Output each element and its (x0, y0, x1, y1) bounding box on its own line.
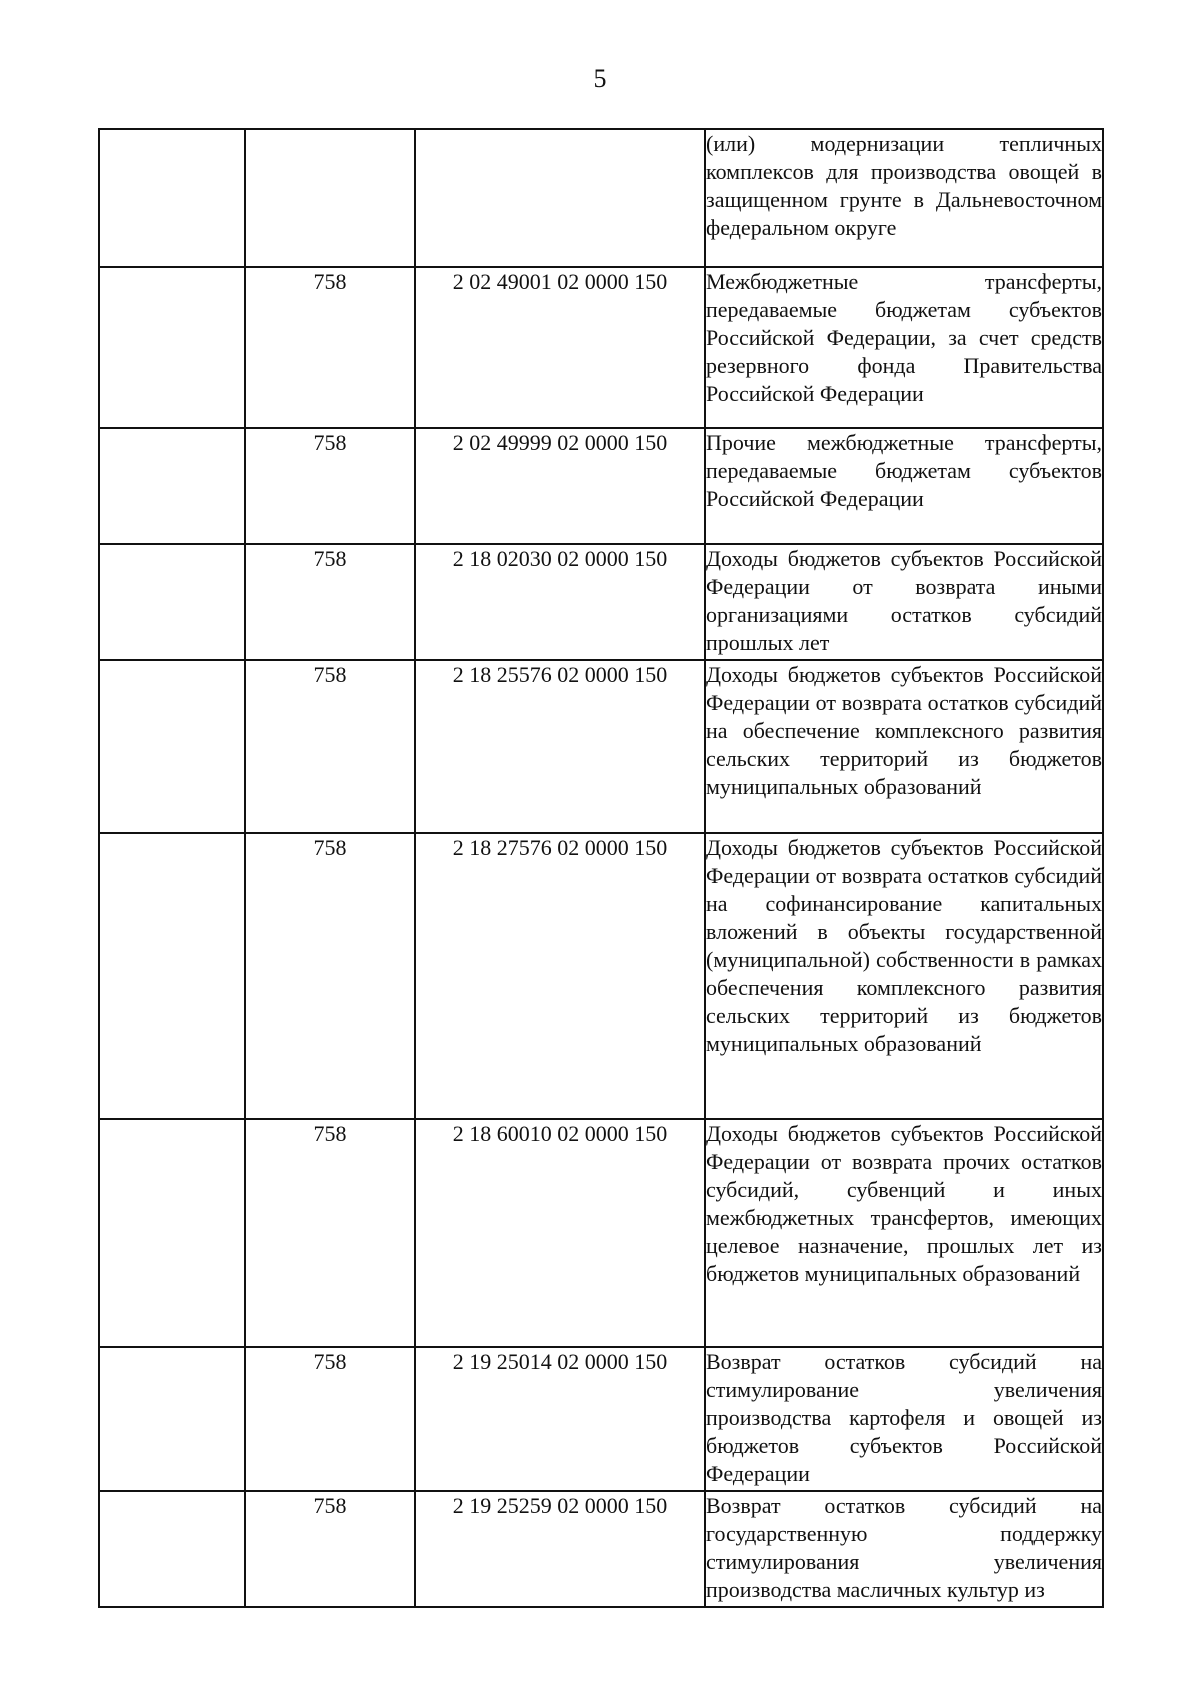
empty-cell (99, 660, 245, 833)
empty-cell (99, 1119, 245, 1347)
table-row (99, 267, 1103, 428)
kbk-code-cell: 2 18 60010 02 0000 150 (415, 1119, 705, 1347)
kbk-code-cell: 2 18 02030 02 0000 150 (415, 544, 705, 660)
kbk-code-cell: 2 19 25259 02 0000 150 (415, 1491, 705, 1607)
description-cell: Возврат остатков субсидий на государственную поддержку стимулирования увеличения производства масличных культур из (705, 1491, 1103, 1607)
admin-code-cell: 758 (245, 833, 415, 1119)
table-row (99, 1347, 1103, 1491)
description-cell: Доходы бюджетов субъектов Российской Федерации от возврата иными организациями остатков субсидий прошлых лет (705, 544, 1103, 660)
admin-code-cell: 758 (245, 544, 415, 660)
admin-code-cell: 758 (245, 1491, 415, 1607)
empty-cell (99, 267, 245, 428)
description-cell: Межбюджетные трансферты, передаваемые бюджетам субъектов Российской Федерации, за счет средств резервного фонда Правительства Российской Федерации (705, 267, 1103, 428)
description-cell: Возврат остатков субсидий на стимулирование увеличения производства картофеля и овощей из бюджетов субъектов Российской Федерации (705, 1347, 1103, 1491)
empty-cell (99, 129, 245, 267)
empty-cell (99, 1491, 245, 1607)
budget-codes-table (98, 128, 1104, 1608)
kbk-code-cell: 2 18 27576 02 0000 150 (415, 833, 705, 1119)
admin-code-cell: 758 (245, 1119, 415, 1347)
table-row (99, 833, 1103, 1119)
page-number: 5 (593, 64, 607, 93)
description-cell: Прочие межбюджетные трансферты, передаваемые бюджетам субъектов Российской Федерации (705, 428, 1103, 544)
admin-code-cell: 758 (245, 1347, 415, 1491)
table-row (99, 1491, 1103, 1607)
kbk-code-cell: 2 19 25014 02 0000 150 (415, 1347, 705, 1491)
description-cell: Доходы бюджетов субъектов Российской Федерации от возврата прочих остатков субсидий, субвенций и иных межбюджетных трансфертов, имеющих целевое назначение, прошлых лет из бюджетов муниципальных образований (705, 1119, 1103, 1347)
table-row (99, 428, 1103, 544)
table-row (99, 129, 1103, 267)
empty-cell (99, 428, 245, 544)
admin-code-cell: 758 (245, 660, 415, 833)
empty-cell (99, 1347, 245, 1491)
kbk-code-cell (415, 129, 705, 267)
empty-cell (99, 833, 245, 1119)
description-cell: (или) модернизации тепличных комплексов для производства овощей в защищенном грунте в Дальневосточном федеральном округе (705, 129, 1103, 267)
admin-code-cell: 758 (245, 267, 415, 428)
table-row (99, 544, 1103, 660)
admin-code-cell (245, 129, 415, 267)
empty-cell (99, 544, 245, 660)
kbk-code-cell: 2 02 49999 02 0000 150 (415, 428, 705, 544)
description-cell: Доходы бюджетов субъектов Российской Федерации от возврата остатков субсидий на софинансирование капитальных вложений в объекты государственной (муниципальной) собственности в рамках обеспечения комплексного развития сельских территорий из бюджетов муниципальных образований (705, 833, 1103, 1119)
description-cell: Доходы бюджетов субъектов Российской Федерации от возврата остатков субсидий на обеспечение комплексного развития сельских территорий из бюджетов муниципальных образований (705, 660, 1103, 833)
table-row (99, 1119, 1103, 1347)
admin-code-cell: 758 (245, 428, 415, 544)
table-row (99, 660, 1103, 833)
kbk-code-cell: 2 02 49001 02 0000 150 (415, 267, 705, 428)
kbk-code-cell: 2 18 25576 02 0000 150 (415, 660, 705, 833)
